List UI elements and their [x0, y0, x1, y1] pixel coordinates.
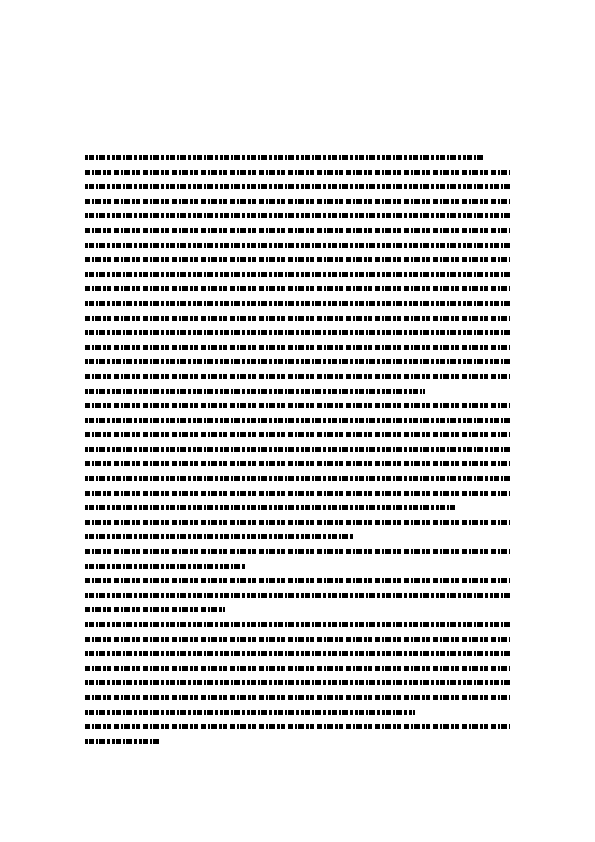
text-line: [85, 447, 510, 452]
text-line: [85, 724, 510, 729]
text-line: [85, 243, 510, 248]
text-line: [85, 432, 510, 437]
text-line: [85, 680, 510, 685]
text-line: [85, 739, 160, 744]
text-line: [85, 549, 510, 554]
text-line: [85, 389, 425, 394]
text-line: [85, 520, 510, 525]
text-line: [85, 637, 510, 642]
text-line: [85, 695, 510, 700]
text-line: [85, 316, 510, 321]
text-line: [85, 505, 455, 510]
text-line: [85, 578, 510, 583]
body-paragraph: [85, 724, 510, 744]
text-line: [85, 418, 510, 423]
body-paragraph: [85, 520, 510, 540]
text-line: [85, 476, 510, 481]
text-line: [85, 666, 510, 671]
text-line: [85, 607, 225, 612]
body-paragraph: [85, 578, 510, 612]
text-line: [85, 374, 510, 379]
body-text: [85, 155, 510, 753]
text-line: [85, 272, 510, 277]
body-paragraph: [85, 622, 510, 656]
text-line: [85, 710, 415, 715]
body-paragraph: [85, 549, 510, 569]
text-line: [85, 345, 510, 350]
text-line: [85, 213, 510, 218]
text-line: [85, 301, 510, 306]
text-line: [85, 622, 510, 627]
body-paragraph: [85, 666, 510, 715]
text-line: [85, 170, 510, 175]
text-line: [85, 461, 510, 466]
text-line: [85, 199, 510, 204]
text-line: [85, 155, 485, 160]
text-line: [85, 491, 510, 496]
text-line: [85, 330, 510, 335]
text-line: [85, 286, 510, 291]
body-paragraph: [85, 155, 510, 394]
text-line: [85, 359, 510, 364]
text-line: [85, 593, 510, 598]
text-line: [85, 564, 245, 569]
text-line: [85, 403, 510, 408]
text-line: [85, 534, 355, 539]
text-line: [85, 651, 510, 656]
text-line: [85, 184, 510, 189]
text-line: [85, 228, 510, 233]
body-paragraph: [85, 403, 510, 510]
text-line: [85, 257, 510, 262]
